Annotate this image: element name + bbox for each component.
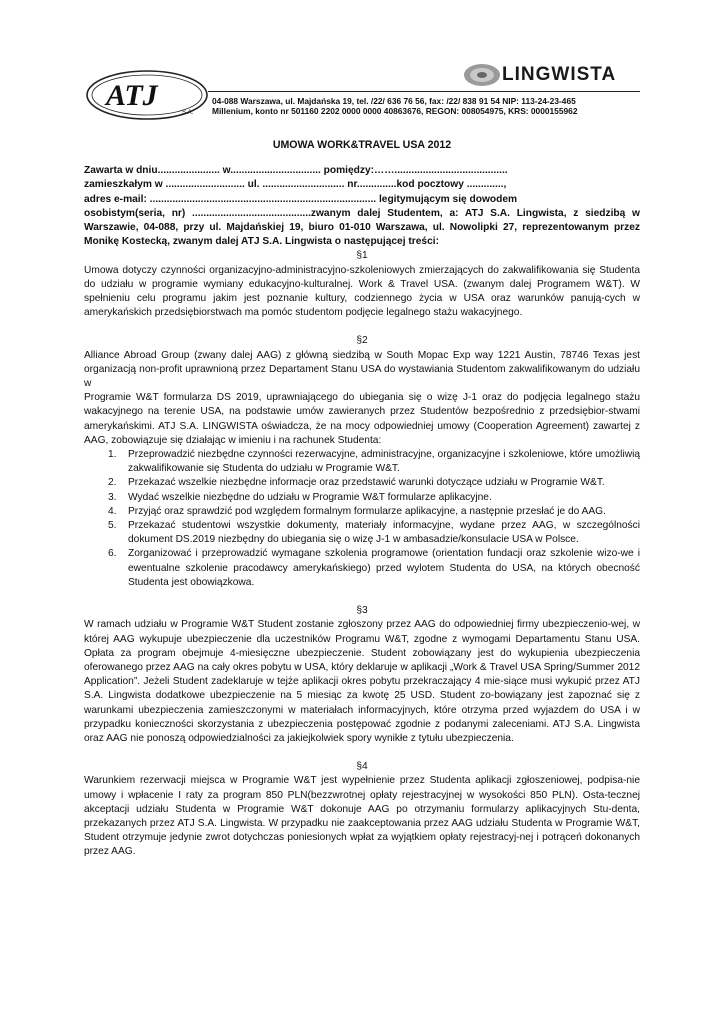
lingwista-disc-icon [460,60,500,88]
section-3-heading: §3 [356,605,368,617]
intro-line-4: osobistym(seria, nr) ..........................................zwanym dalej Studentem, a: ATJ S.A. Lingwista, z siedzibą w Warszawie, 04-088, przy ul. Majdańskiej 19, biuro 01-010 Warszawa, ul. Nowolipki 27, reprezentowanym przez Monikę Kostecką, zwanym dalej ATJ S.A. Lingwista o następującej treści: [84,207,640,248]
atj-logo [84,68,210,122]
list-item: 2. Przekazać wszelkie niezbędne informacje oraz przedstawić warunki dotyczące udziału w Programie W&T. [108,477,605,489]
section-1-text: Umowa dotyczy czynności organizacyjno-administracyjno-szkoleniowych zmierzających do zakwalifikowania się Studenta do udziału w programie wymiany edukacyjno-kulturalnej. Work & Travel USA. (zwanym dalej Programem W&T). W spełnieniu celu programu jakim jest poznanie kultury, codziennego życia w USA oraz warunków panują-cych w amerykańskich przedsiębiorstwach ma pomóc studentom podjęcie legalnego stażu wakacyjnego. [84,264,640,319]
section-2-text-b: Programie W&T formularza DS 2019, uprawniającego do ubiegania się o wizę J-1 oraz do podjęcia legalnego stażu wakacyjnego na terenie USA, na podstawie umów zawieranych przez Studentów bezpośrednio z przedsiębior-stwami amerykańskimi. ATJ S.A. LINGWISTA oświadcza, że na mocy odpowiedniej umowy (Cooperation Agreement) zawartej z AAG, zobowiązuje się działając w imieniu i na rachunek Studenta: [84,392,640,446]
list-item: 1. Przeprowadzić niezbędne czynności rezerwacyjne, administracyjne, organizacyjne i szkoleniowe, które umożliwią zakwalifikowanie się Studenta do udziału w Programie W&T. [108,449,640,475]
section-2-text-a: Alliance Abroad Group (zwany dalej AAG) z główną siedzibą w South Mopac Exp way 1221 Austin, 78746 Texas jest organizacją non-profit uprawnioną przez Departament Stanu USA do wystawiania Studentom zakwalifikowanym do udziału w [84,349,640,390]
section-4-heading: §4 [356,761,368,773]
letterhead [84,60,640,130]
header-rule [208,91,640,92]
section-4-text: Warunkiem rezerwacji miejsca w Programie W&T jest wypełnienie przez Studenta aplikacji zgłoszeniowej, podpisa-nie umowy i wpłacenie I raty za program 850 PLN(bezzwrotnej opłaty rejestracyjnej w wysokości 850 PLN). Osta-tecznej akceptacji udziału Studenta w Programie W&T dokonuje AAG po otrzymaniu formularzy aplikacyjnych Stu-denta, przekazanych przez ATJ S.A. Lingwista. W przypadku nie zaakceptowania przez AAG udziału Studenta w Programie W&T, Student otrzymuje jedynie zwrot dotychczas poniesionych wpłat za wyjątkiem opłaty rejestracyj-nej i potrąceń dokonanych przez AAG. [84,775,640,858]
document-title: UMOWA WORK&TRAVEL USA 2012 [272,139,452,151]
intro-line-2: zamieszkałym w ............................ ul. ............................. nr..............kod pocztowy ............., [84,179,507,191]
section-2-list [84,448,640,590]
section-2-heading: §2 [356,335,368,347]
list-item: 3. Wydać wszelkie niezbędne do udziału w Programie W&T formularze aplikacyjne. [108,491,492,503]
list-item: 5. Przekazać studentowi wszystkie dokumenty, materiały informacyjne, wydane przez AAG, w szczególności dokument DS.2019 niezbędny do ubiegania się o wizę J-1 w ambasadzie/konsulacie USA w Polsce. [108,520,640,546]
header-bank: Millenium, konto nr 501160 2202 0000 0000 40863676, REGON: 008054975, KRS: 0000155962 [212,106,578,116]
atj-logo-text: ATJ [106,79,158,112]
header-address: 04-088 Warszawa, ul. Majdańska 19, tel. /22/ 636 76 56, fax: /22/ 838 91 54 NIP: 113-24-23-465 [212,96,576,106]
intro-line-1: Zawarta w dniu...................... w................................ pomiędzy:……........................................ [84,165,508,177]
list-item: 6. Zorganizować i przeprowadzić wymagane szkolenia programowe (orientation fundacji oraz szkolenie wizo-we i ewentualne szkolenie pracodawcy amerykańskiego) przed wylotem Studenta do USA, na których obecność Studenta jest obowiązkowa. [108,548,640,588]
lingwista-brand: LINGWISTA [502,64,617,85]
section-3-text: W ramach udziału w Programie W&T Student zostanie zgłoszony przez AAG do odpowiedniej firmy ubezpieczenio-wej, w której AAG wykupuje ubezpieczenie dla uczestników Programu W&T, zgodne z wymogami Departamentu Stanu USA. Opłata za program obejmuje 4-miesięczne ubezpieczenie. Student zobowiązany jest do wykupienia ubezpieczenia oferowanego przez AAG na cały okres pobytu w USA, który deklaruje w aplikacji „Work & Travel USA Spring/Summer 2012 Application”. Jeżeli Student zadeklaruje w tejże aplikacji okres pobytu przekraczający 4 mie-siące musi wykupić przez ATJ S.A. Lingwista dodatkowe ubezpieczenie na 5 miesiąc za kwotę 25 USD. Student zo-bowiązany jest zapoznać się z warunkami ubezpieczenia zamieszczonymi w materiałach informacyjnych, które otrzyma przed wyjazdem do USA i w przypadku konieczności skorzystania z ubezpieczenia postępować zgodnie z podanymi zaleceniami. ATJ S.A. Lingwista oraz AAG nie ponoszą odpowiedzialności za jakiejkolwiek spory wynikłe z tytułu ubezpieczenia. [84,619,640,744]
lingwista-logo [460,60,640,88]
atj-logo-sub: S.A. [182,110,194,116]
intro-line-3: adres e-mail: ................................................................................ legitymującym się dowodem [84,193,518,205]
section-1-heading: §1 [356,250,368,262]
contract-document [84,138,640,860]
list-item: 4. Przyjąć oraz sprawdzić pod względem formalnym formularze aplikacyjne, a następnie przesłać je do AAG. [108,505,606,517]
